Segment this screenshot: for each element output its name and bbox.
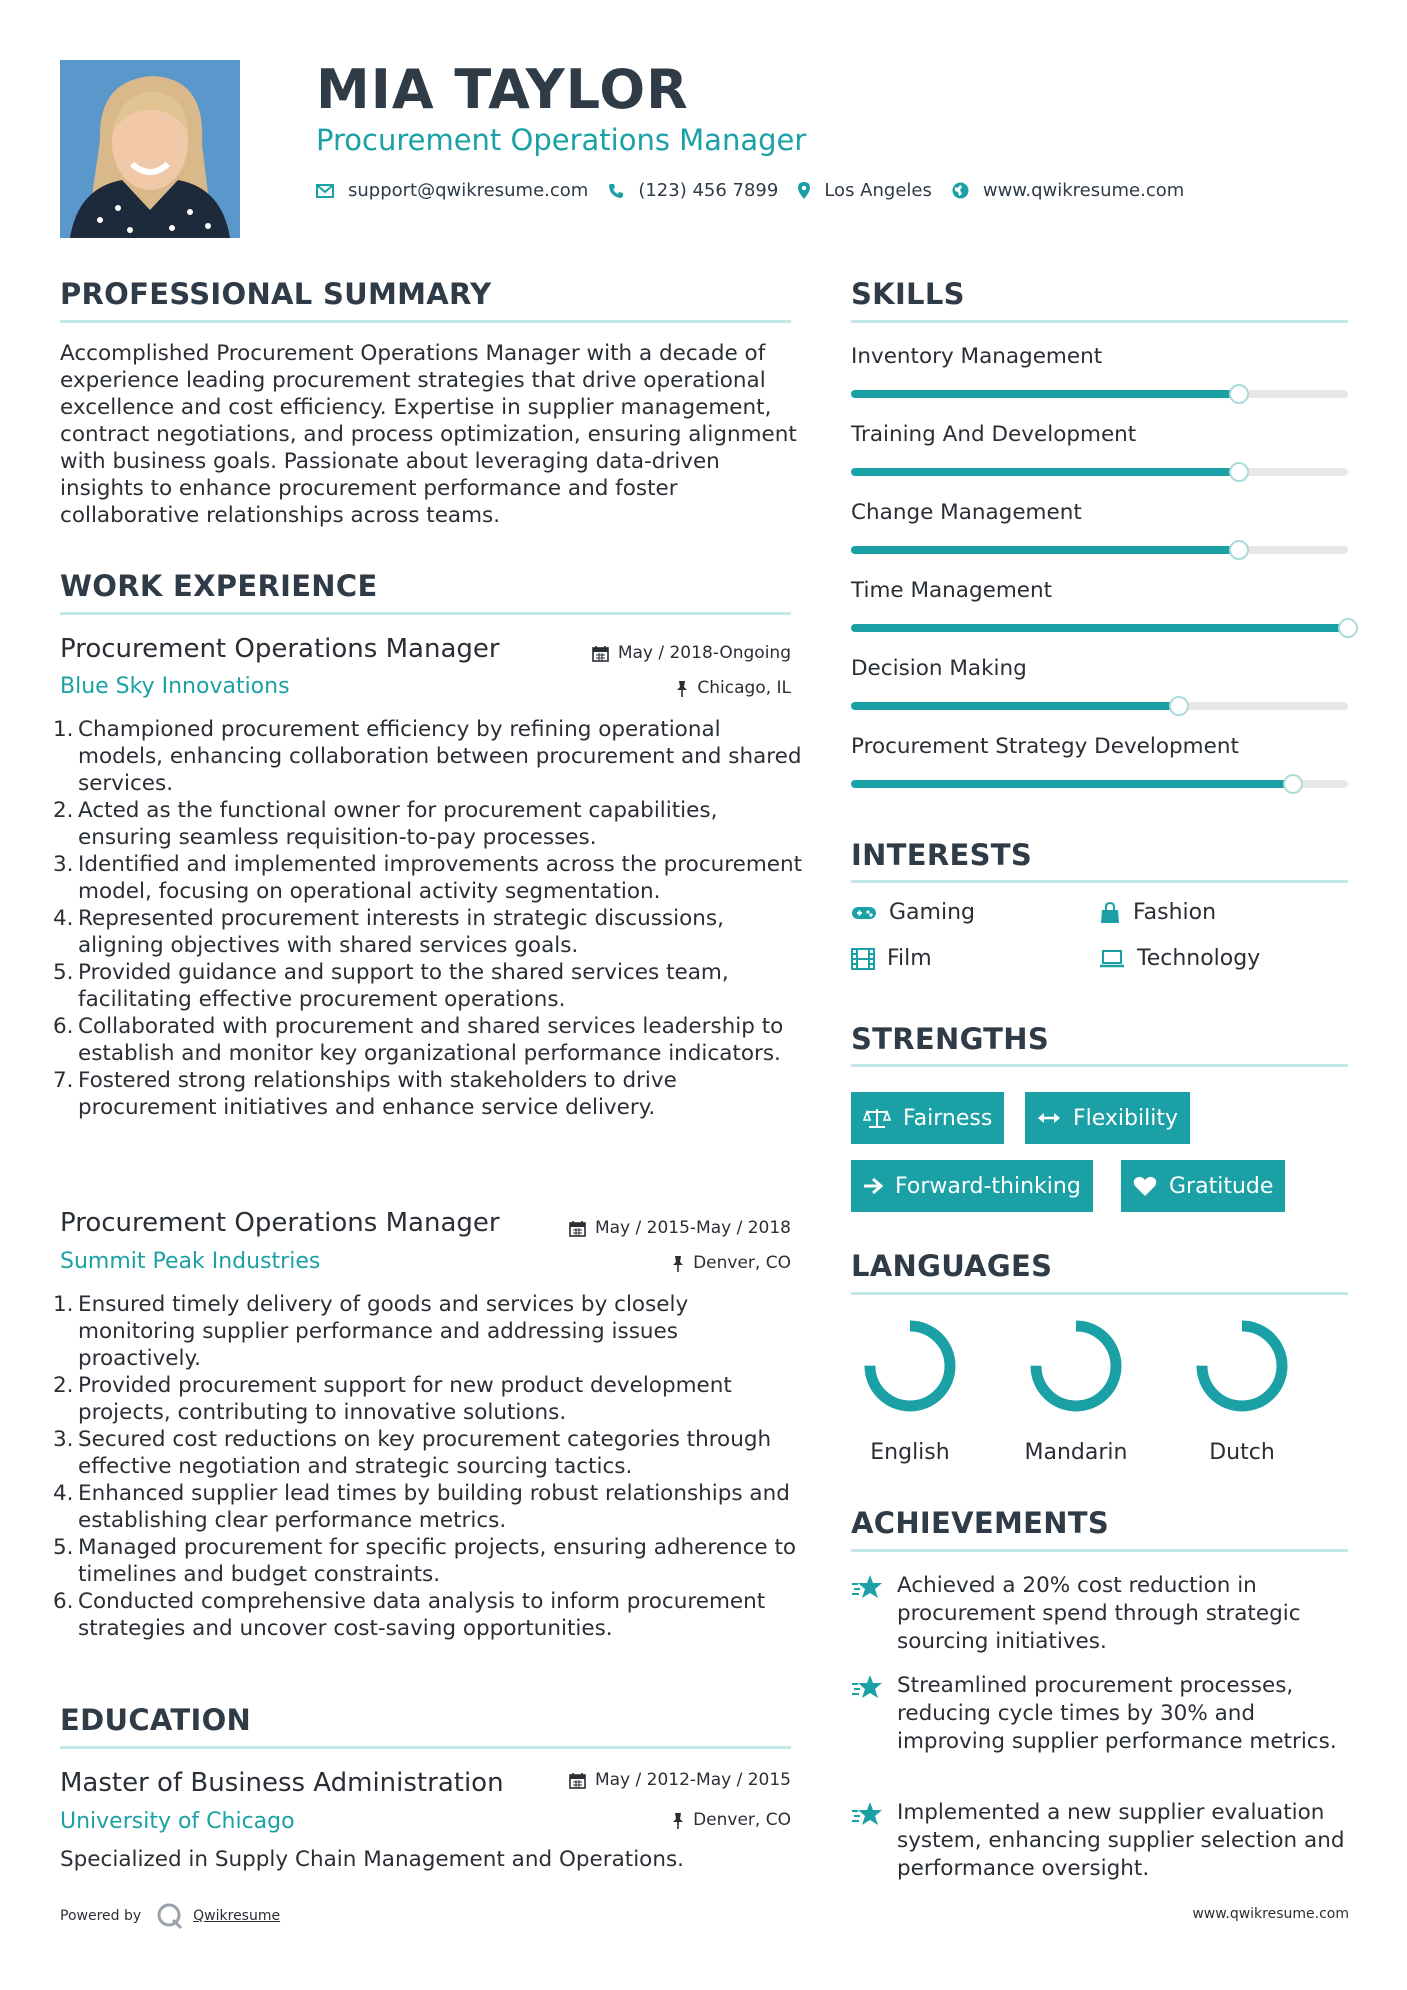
summary-text: Accomplished Procurement Operations Manager with a decade of experience leading procurement strategies that drive operational excellence and cost efficiency. Expertise in supplier management, contract negotiations, and process optimization, ensuring alignment with business goals. Passionate about leveraging data-driven insights to enhance procurement performance and foster collaborative relationships across teams. <box>60 341 797 528</box>
education-dates <box>569 1770 791 1790</box>
job-2-location <box>672 1253 791 1273</box>
job-1-bullets <box>53 716 803 1121</box>
skill-3-name: Change Management <box>851 500 1082 525</box>
education-divider <box>60 1746 791 1749</box>
gamepad-icon <box>851 905 877 921</box>
shopping-bag-icon <box>1099 902 1121 924</box>
strength-label: Flexibility <box>1073 1105 1178 1131</box>
calendar-icon <box>569 1772 586 1789</box>
language-level-ring <box>1026 1316 1126 1416</box>
language-name: Dutch <box>1209 1440 1275 1465</box>
education-location <box>672 1810 791 1830</box>
brand-link[interactable]: Qwikresume <box>193 1908 281 1924</box>
language-dutch <box>1172 1316 1312 1465</box>
skill-bar-knob <box>1338 618 1358 638</box>
footer-url[interactable]: www.qwikresume.com <box>1192 1906 1349 1922</box>
skill-bar-knob <box>1169 696 1189 716</box>
list-item: 2. Acted as the functional owner for procurement capabilities, ensuring seamless requisition-to-pay processes. <box>53 798 718 850</box>
skill-2-bar <box>851 468 1348 476</box>
skill-bar-knob <box>1229 384 1249 404</box>
website-text: www.qwikresume.com <box>982 180 1185 201</box>
list-item: 7. Fostered strong relationships with stakeholders to drive procurement initiatives and enhance service delivery. <box>53 1068 677 1120</box>
job-2-bullets <box>53 1291 803 1642</box>
job-2-dates <box>569 1218 791 1238</box>
interest-fashion <box>1099 900 1216 925</box>
languages-divider <box>851 1292 1348 1295</box>
strength-label: Gratitude <box>1169 1173 1274 1199</box>
skill-bar-knob <box>1229 462 1249 482</box>
language-name: English <box>870 1440 950 1465</box>
job-1-location <box>676 678 791 698</box>
star-icon <box>851 1801 883 1827</box>
achievement-item <box>851 1672 1351 1756</box>
strength-badge-fairness <box>851 1092 1004 1144</box>
skill-5-bar <box>851 702 1348 710</box>
arrows-horizontal-icon <box>1037 1111 1061 1125</box>
achievements-divider <box>851 1549 1348 1552</box>
achievement-item <box>851 1799 1351 1883</box>
interest-label: Gaming <box>889 900 975 925</box>
powered-by <box>60 1902 280 1930</box>
phone-text: (123) 456 7899 <box>638 180 779 201</box>
skill-1-name: Inventory Management <box>851 344 1103 369</box>
job-2-location-text: Denver, CO <box>693 1253 791 1273</box>
star-icon <box>851 1574 883 1600</box>
phone-icon <box>608 183 624 199</box>
job-1-location-text: Chicago, IL <box>697 678 791 698</box>
skill-3-bar <box>851 546 1348 554</box>
arrow-right-icon <box>863 1177 883 1195</box>
education-dates-text: May / 2012-May / 2015 <box>594 1770 791 1790</box>
skills-divider <box>851 320 1348 323</box>
skill-bar-fill <box>851 390 1239 398</box>
balance-scale-icon <box>863 1107 891 1129</box>
list-item: 4. Represented procurement interests in strategic discussions, aligning objectives with shared services goals. <box>53 906 724 958</box>
experience-divider <box>60 612 791 615</box>
skill-bar-knob <box>1283 774 1303 794</box>
globe-icon <box>952 182 969 199</box>
list-item: 2. Provided procurement support for new product development projects, contributing to innovative solutions. <box>53 1373 732 1425</box>
interest-label: Film <box>887 946 932 971</box>
job-2-title: Procurement Operations Manager <box>60 1208 500 1238</box>
contact-bar <box>316 180 1204 201</box>
powered-by-label: Powered by <box>60 1908 142 1924</box>
candidate-name: MIA TAYLOR <box>316 58 689 121</box>
skill-2-name: Training And Development <box>851 422 1137 447</box>
school-name: University of Chicago <box>60 1809 295 1834</box>
strengths-divider <box>851 1064 1348 1067</box>
strength-badge-flexibility <box>1025 1092 1190 1144</box>
list-item: 3. Identified and implemented improvements across the procurement model, focusing on operational activity segmentation. <box>53 852 803 904</box>
job-1-company: Blue Sky Innovations <box>60 674 290 699</box>
pin-icon <box>672 1255 684 1272</box>
summary-divider <box>60 320 791 323</box>
interest-technology <box>1099 946 1260 971</box>
calendar-icon <box>569 1220 586 1237</box>
candidate-title: Procurement Operations Manager <box>316 123 807 157</box>
star-icon <box>851 1674 883 1700</box>
skill-bar-fill <box>851 780 1293 788</box>
education-heading: EDUCATION <box>60 1703 252 1737</box>
list-item: 5. Provided guidance and support to the shared services team, facilitating effective procurement operations. <box>53 960 729 1012</box>
strength-badge-forward-thinking <box>851 1160 1093 1212</box>
contact-location <box>798 180 932 201</box>
education-description: Specialized in Supply Chain Management and Operations. <box>60 1847 684 1872</box>
list-item: 1. Championed procurement efficiency by refining operational models, enhancing collaboration between procurement and shared services. <box>53 717 802 796</box>
skills-heading: SKILLS <box>851 277 965 311</box>
list-item: 1. Ensured timely delivery of goods and services by closely monitoring supplier performance and addressing issues proactively. <box>53 1292 689 1371</box>
profile-photo <box>60 60 240 238</box>
achievement-text: Streamlined procurement processes, reducing cycle times by 30% and improving supplier performance metrics. <box>897 1673 1337 1754</box>
strength-badge-gratitude <box>1121 1160 1285 1212</box>
achievement-item <box>851 1572 1351 1656</box>
pin-icon <box>672 1812 684 1829</box>
contact-phone[interactable] <box>608 180 778 201</box>
strength-label: Forward-thinking <box>895 1173 1081 1199</box>
laptop-icon <box>1099 950 1125 968</box>
location-text: Los Angeles <box>824 180 932 201</box>
skill-4-bar <box>851 624 1348 632</box>
job-1-title: Procurement Operations Manager <box>60 634 500 664</box>
skill-bar-fill <box>851 702 1179 710</box>
envelope-icon <box>316 184 334 198</box>
language-mandarin <box>1006 1316 1146 1465</box>
list-item: 6. Conducted comprehensive data analysis to inform procurement strategies and uncover cost-saving opportunities. <box>53 1589 766 1641</box>
interests-heading: INTERESTS <box>851 838 1033 872</box>
languages-heading: LANGUAGES <box>851 1249 1053 1283</box>
list-item: 6. Collaborated with procurement and shared services leadership to establish and monitor key organizational performance indicators. <box>53 1014 784 1066</box>
achievement-text: Implemented a new supplier evaluation system, enhancing supplier selection and performance oversight. <box>897 1800 1345 1881</box>
interests-divider <box>851 880 1348 883</box>
job-1-dates-text: May / 2018-Ongoing <box>617 643 791 663</box>
education-location-text: Denver, CO <box>693 1810 791 1830</box>
contact-website[interactable] <box>952 180 1184 201</box>
achievement-text: Achieved a 20% cost reduction in procurement spend through strategic sourcing initiatives. <box>897 1573 1301 1654</box>
job-1-dates <box>592 643 791 663</box>
skill-bar-fill <box>851 468 1239 476</box>
interest-film <box>851 946 932 971</box>
language-level-ring <box>860 1316 960 1416</box>
job-2-dates-text: May / 2015-May / 2018 <box>594 1218 791 1238</box>
skill-4-name: Time Management <box>851 578 1053 603</box>
language-english <box>840 1316 980 1465</box>
job-2-company: Summit Peak Industries <box>60 1249 321 1274</box>
list-item: 5. Managed procurement for specific projects, ensuring adherence to timelines and budget constraints. <box>53 1535 797 1587</box>
pin-icon <box>676 680 688 697</box>
degree-title: Master of Business Administration <box>60 1768 504 1798</box>
interest-label: Technology <box>1137 946 1261 971</box>
film-icon <box>851 948 875 970</box>
language-name: Mandarin <box>1024 1440 1128 1465</box>
list-item: 4. Enhanced supplier lead times by building robust relationships and establishing clear performance metrics. <box>53 1481 790 1533</box>
interest-gaming <box>851 900 975 925</box>
interest-label: Fashion <box>1133 900 1217 925</box>
skill-1-bar <box>851 390 1348 398</box>
strength-label: Fairness <box>903 1105 993 1131</box>
list-item: 3. Secured cost reductions on key procurement categories through effective negotiation and strategic sourcing tactics. <box>53 1427 772 1479</box>
language-level-ring <box>1192 1316 1292 1416</box>
skill-bar-knob <box>1229 540 1249 560</box>
experience-heading: WORK EXPERIENCE <box>60 569 378 603</box>
skill-5-name: Decision Making <box>851 656 1027 681</box>
heart-icon <box>1133 1176 1157 1197</box>
qwikresume-logo-icon <box>155 1902 185 1930</box>
achievements-heading: ACHIEVEMENTS <box>851 1506 1110 1540</box>
skill-bar-fill <box>851 546 1239 554</box>
contact-email[interactable] <box>316 180 588 201</box>
skill-6-bar <box>851 780 1348 788</box>
calendar-icon <box>592 645 609 662</box>
map-marker-icon <box>798 182 810 199</box>
skill-6-name: Procurement Strategy Development <box>851 734 1239 759</box>
strengths-heading: STRENGTHS <box>851 1022 1050 1056</box>
summary-heading: PROFESSIONAL SUMMARY <box>60 277 492 311</box>
email-text: support@qwikresume.com <box>348 180 589 201</box>
skill-bar-fill <box>851 624 1348 632</box>
